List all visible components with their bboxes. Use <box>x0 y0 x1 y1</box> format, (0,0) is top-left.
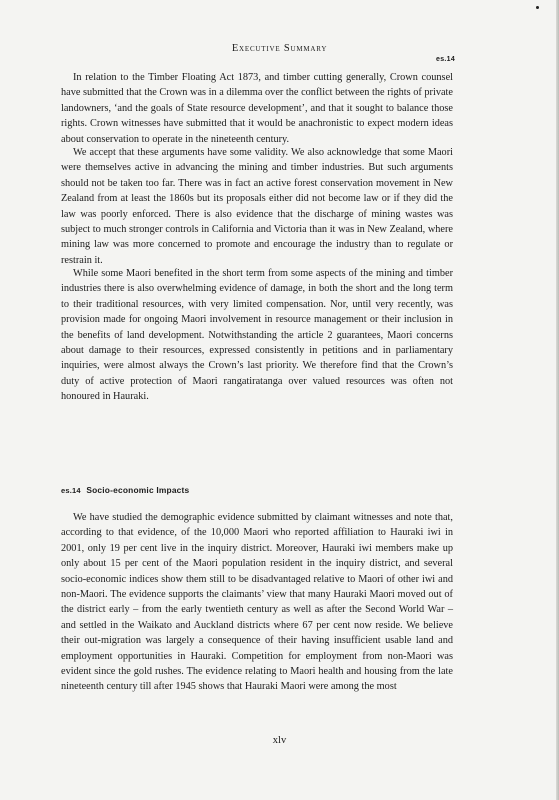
scan-speck <box>536 6 539 9</box>
section-number: es.14 <box>61 486 81 495</box>
section-marker: es.14 <box>436 56 456 63</box>
section-title: Socio-economic Impacts <box>86 485 190 495</box>
body-paragraph: In relation to the Timber Floating Act 1873, and timber cutting generally, Crown counsel have submitted that the Crown was in a dilemma over the conflict between the rights of private landowners, ‘and the goals of State resource development’, and that it sought to balance those rights. Crown witnesses have submitted that it would be anachronistic to expect modern ideas about conservation to operate in the nineteenth century. <box>61 72 453 145</box>
running-head: Executive Summary <box>231 43 328 54</box>
section-heading <box>61 485 189 495</box>
body-paragraph: We have studied the demographic evidence submitted by claimant witnesses and note that, according to that evidence, of the 10,000 Maori who reported affiliation to Hauraki iwi in 2001, only 19 per cent live in the inquiry district. Moreover, Hauraki iwi members make up only about 15 per cent of the Maori population resident in the inquiry district, and several socio-economic indices show them still to be disadvantaged relative to Maori of other iwi and non-Maori. The evidence supports the claimants’ view that many Hauraki Maori moved out of the district early – from the early twentieth century as well as after the Second World War – and settled in the Waikato and Auckland districts where 67 per cent now reside. We believe their out-migration was largely a consequence of their having insufficient usable land and employment opportunities in Hauraki. Competition for employment from non-Maori was evident since the gold rushes. The evidence relating to Maori health and housing from the late nineteenth century till after 1945 shows that Hauraki Maori were among the most <box>61 512 453 693</box>
body-paragraph: We accept that these arguments have some validity. We also acknowledge that some Maori were themselves active in advancing the mining and timber industries. But such arguments should not be taken too far. There was in fact an active forest conservation movement in New Zealand from at least the 1860s but its proposals either did not become law or if they did the law was poorly enforced. There is also evidence that the discharge of mining wastes was subject to much stronger controls in California and Victoria than it was in New Zealand, where mining law was more concerned to promote and encourage the industry than to regulate or restrain it. <box>61 147 453 266</box>
body-paragraph: While some Maori benefited in the short term from some aspects of the mining and timber industries there is also overwhelming evidence of damage, in both the short and the long term to their traditional resources, with very limited compensation. Nor, until very recently, was provision made for ongoing Maori involvement in resource management or their inclusion in the benefits of land development. Notwithstanding the article 2 guarantees, Maori concerns about damage to their resources, expressed consistently in petitions and in parliamentary inquiries, were almost always the Crown’s last priority. We therefore find that the Crown’s duty of active protection of Maori rangatiratanga over valued resources was often not honoured in Hauraki. <box>61 268 453 403</box>
page-number: xlv <box>272 735 287 746</box>
